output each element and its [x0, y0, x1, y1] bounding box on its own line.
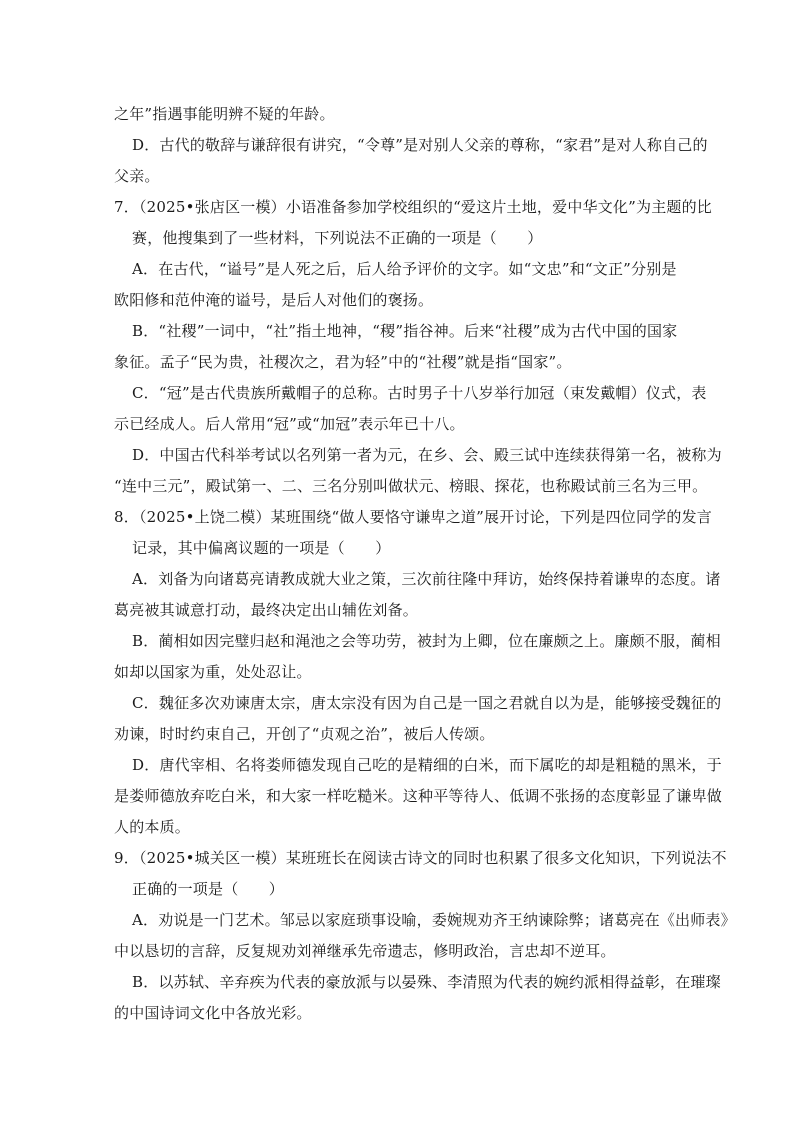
option-a-line: A．在古代，“谥号”是人死之后，后人给予评价的文字。如“文忠”和“文正”分别是: [132, 260, 677, 278]
text-line: 象征。孟子“民为贵，社稷次之，君为轻”中的“社稷”就是指“国家”。: [114, 353, 572, 371]
option-d-line: D．唐代宰相、名将娄师德发现自己吃的是精细的白米，而下属吃的却是粗糙的黑米，于: [132, 756, 722, 774]
option-a-line: A．刘备为向诸葛亮请教成就大业之策，三次前往隆中拜访，始终保持着谦卑的态度。诸: [132, 570, 721, 588]
option-b-line: B．蔺相如因完璧归赵和渑池之会等功劳，被封为上卿，位在廉颇之上。廉颇不服，蔺相: [132, 632, 721, 650]
option-b-line: B．以苏轼、辛弃疾为代表的豪放派与以晏殊、李清照为代表的婉约派相得益彰，在璀璨: [132, 973, 721, 991]
text-line: 的中国诗词文化中各放光彩。: [114, 1004, 312, 1022]
text-line: 之年”指遇事能明辨不疑的年龄。: [114, 105, 335, 123]
question-9-stem: 9．（2025•城关区一模）某班班长在阅读古诗文的同时也积累了很多文化知识，下列说法不: [114, 849, 727, 867]
text-line: 中以恳切的言辞，反复规劝刘禅继承先帝遗志，修明政治，言忠却不逆耳。: [114, 942, 616, 960]
option-b-line: B．“社稷”一词中，“社”指土地神，“稷”指谷神。后来“社稷”成为古代中国的国家: [132, 322, 678, 340]
text-line: 欧阳修和范仲淹的谥号，是后人对他们的褒扬。: [114, 291, 434, 309]
text-line: 劝谏，时时约束自己，开创了“贞观之治”，被后人传颂。: [114, 725, 495, 743]
option-c-line: C．魏征多次劝谏唐太宗，唐太宗没有因为自己是一国之君就自以为是，能够接受魏征的: [132, 694, 722, 712]
question-9-stem-cont: 正确的一项是（ ）: [132, 880, 285, 898]
text-line: 是娄师德放弃吃白米，和大家一样吃糙米。这种平等待人、低调不张扬的态度彰显了谦卑做: [114, 787, 723, 805]
text-line: 父亲。: [114, 167, 160, 185]
option-c-line: C．“冠”是古代贵族所戴帽子的总称。古时男子十八岁举行加冠（束发戴帽）仪式，表: [132, 384, 707, 402]
option-d-line: D．中国古代科举考试以名列第一者为元，在乡、会、殿三试中连续获得第一名，被称为: [132, 446, 722, 464]
question-8-stem: 8．（2025•上饶二模）某班围绕“做人要恪守谦卑之道”展开讨论，下列是四位同学的发言: [114, 508, 713, 526]
text-line: “连中三元”，殿试第一、二、三名分别叫做状元、榜眼、探花，也称殿试前三名为三甲。: [114, 477, 708, 495]
question-8-stem-cont: 记录，其中偏离议题的一项是（ ）: [132, 539, 391, 557]
question-7-stem: 7．（2025•张店区一模）小语准备参加学校组织的“爱这片土地，爱中华文化”为主题的比: [114, 198, 713, 216]
text-line: 如却以国家为重，处处忍让。: [114, 663, 312, 681]
text-line: 葛亮被其诚意打动，最终决定出山辅佐刘备。: [114, 601, 419, 619]
text-line: 示已经成人。后人常用“冠”或“加冠”表示年已十八。: [114, 415, 465, 433]
question-7-stem-cont: 赛，他搜集到了一些材料，下列说法不正确的一项是（ ）: [132, 229, 543, 247]
text-line: 人的本质。: [114, 818, 191, 836]
option-a-line: A．劝说是一门艺术。邹忌以家庭琐事设喻，委婉规劝齐王纳谏除弊；诸葛亮在《出师表》: [132, 911, 736, 929]
option-d-line: D．古代的敬辞与谦辞很有讲究，“令尊”是对别人父亲的尊称，“家君”是对人称自己的: [132, 136, 708, 154]
